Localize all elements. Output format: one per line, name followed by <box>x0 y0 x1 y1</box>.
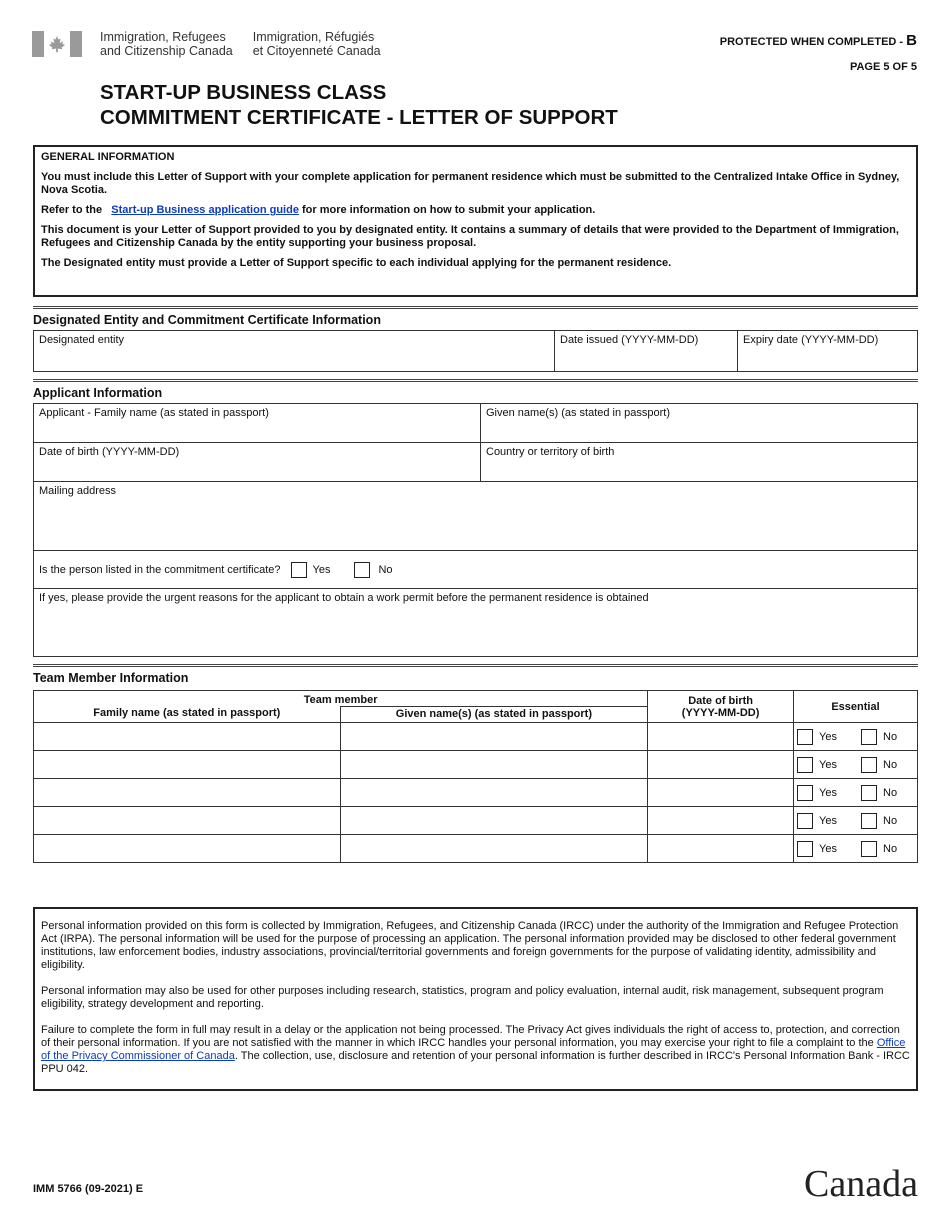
applicant-section-heading: Applicant Information <box>33 386 163 400</box>
form-number: IMM 5766 (09-2021) E <box>33 1183 144 1195</box>
general-information-box: GENERAL INFORMATION You must include this Letter of Support with your complete application for permanent residence which must be submitted to the Centralized Intake Office in Sydney, Nova Scotia. Refer to the Start-up Business application guide for more information on how to submit your application. This document is your Letter of Support provided to you by designated entity. It contains a summary of details that were provided to the Department of Immigration, Refugees and Citizenship Canada by the entity supporting your business proposal. The Designated entity must provide a Letter of Support specific to each individual applying for the permanent residence. <box>33 145 918 297</box>
table-row: Yes No <box>34 751 918 779</box>
entity-section-heading: Designated Entity and Commitment Certificate Information <box>33 313 381 327</box>
privacy-commissioner-link[interactable]: Office of the Privacy Commissioner of Canada <box>41 1037 906 1062</box>
designated-entity-field[interactable]: Designated entity <box>33 330 555 372</box>
protected-label: PROTECTED WHEN COMPLETED - B <box>719 32 917 49</box>
dept-name-en: Immigration, Refugees and Citizenship Canada <box>100 30 233 58</box>
canada-wordmark: Canada <box>804 1163 918 1205</box>
canada-flag-icon <box>32 31 82 57</box>
given-name-input[interactable] <box>340 723 648 751</box>
dob-input[interactable] <box>648 807 794 835</box>
family-name-input[interactable] <box>34 835 341 863</box>
listed-question-row: Is the person listed in the commitment certificate? Yes No <box>33 550 918 589</box>
ircc-logo <box>32 30 381 58</box>
given-name-input[interactable] <box>340 751 648 779</box>
essential-yes-checkbox[interactable] <box>797 841 813 857</box>
dob-header: Date of birth (YYYY-MM-DD) <box>648 691 794 723</box>
applicant-family-name-field[interactable]: Applicant - Family name (as stated in passport) <box>33 403 481 443</box>
given-name-input[interactable] <box>340 779 648 807</box>
essential-no-checkbox[interactable] <box>861 841 877 857</box>
urgent-reasons-field[interactable]: If yes, please provide the urgent reasons for the applicant to obtain a work permit before the permanent residence is obtained <box>33 588 918 657</box>
given-name-input[interactable] <box>340 835 648 863</box>
table-row: Yes No <box>34 835 918 863</box>
essential-no-checkbox[interactable] <box>861 785 877 801</box>
essential-no-checkbox[interactable] <box>861 813 877 829</box>
listed-yes-checkbox[interactable] <box>291 562 307 578</box>
applicant-dob-field[interactable]: Date of birth (YYYY-MM-DD) <box>33 442 481 482</box>
privacy-notice: Personal information provided on this form is collected by Immigration, Refugees, and Citizenship Canada (IRCC) under the authority of the Immigration and Refugee Protection Act (IRPA). The personal information will be used for the purpose of processing an application. The personal information provided may be disclosed to other federal government institutions, law enforcement bodies, industry associations, provincial/territorial governments and foreign governments for the purpose of validating identity, admissibility and eligibility. Personal information may also be used for other purposes including research, statistics, program and policy evaluation, internal audit, risk management, subsequent program eligibility, strategy development and reporting. Failure to complete the form in full may result in a delay or the application not being processed. The Privacy Act gives individuals the right of access to, protection, and correction of their personal information. If you are not satisfied with the manner in which IRCC handles your personal information, you may exercise your right to file a complaint to the Office of the Privacy Commissioner of Canada. The collection, use, disclosure and retention of your personal information is further described in IRCC's Personal Information Bank - IRCC PPU 042. <box>33 907 918 1091</box>
mailing-address-field[interactable]: Mailing address <box>33 481 918 551</box>
family-name-input[interactable] <box>34 779 341 807</box>
general-heading: GENERAL INFORMATION <box>41 151 175 163</box>
given-name-input[interactable] <box>340 807 648 835</box>
family-name-input[interactable] <box>34 723 341 751</box>
essential-header: Essential <box>794 691 918 723</box>
dob-input[interactable] <box>648 751 794 779</box>
essential-yes-checkbox[interactable] <box>797 785 813 801</box>
essential-no-checkbox[interactable] <box>861 757 877 773</box>
family-name-input[interactable] <box>34 751 341 779</box>
team-section-heading: Team Member Information <box>33 671 189 685</box>
family-name-input[interactable] <box>34 807 341 835</box>
table-row: Yes No <box>34 723 918 751</box>
expiry-date-field[interactable]: Expiry date (YYYY-MM-DD) <box>737 330 918 372</box>
given-name-header: Given name(s) (as stated in passport) <box>340 707 648 723</box>
essential-yes-checkbox[interactable] <box>797 813 813 829</box>
team-member-header: Team member <box>34 691 648 707</box>
page-number: PAGE 5 OF 5 <box>849 61 917 73</box>
essential-no-checkbox[interactable] <box>861 729 877 745</box>
dob-input[interactable] <box>648 723 794 751</box>
essential-yes-checkbox[interactable] <box>797 729 813 745</box>
page-title: START-UP BUSINESS CLASS COMMITMENT CERTIFICATE - LETTER OF SUPPORT <box>100 81 618 129</box>
dob-input[interactable] <box>648 779 794 807</box>
country-of-birth-field[interactable]: Country or territory of birth <box>480 442 918 482</box>
date-issued-field[interactable]: Date issued (YYYY-MM-DD) <box>554 330 738 372</box>
application-guide-link[interactable]: Start-up Business application guide <box>111 204 299 216</box>
listed-no-checkbox[interactable] <box>354 562 370 578</box>
applicant-given-name-field[interactable]: Given name(s) (as stated in passport) <box>480 403 918 443</box>
team-member-table <box>33 690 918 863</box>
essential-yes-checkbox[interactable] <box>797 757 813 773</box>
dob-input[interactable] <box>648 835 794 863</box>
dept-name-fr: Immigration, Réfugiés et Citoyenneté Canada <box>252 30 381 58</box>
family-name-header: Family name (as stated in passport) <box>34 707 341 723</box>
table-row: Yes No <box>34 779 918 807</box>
table-row: Yes No <box>34 807 918 835</box>
